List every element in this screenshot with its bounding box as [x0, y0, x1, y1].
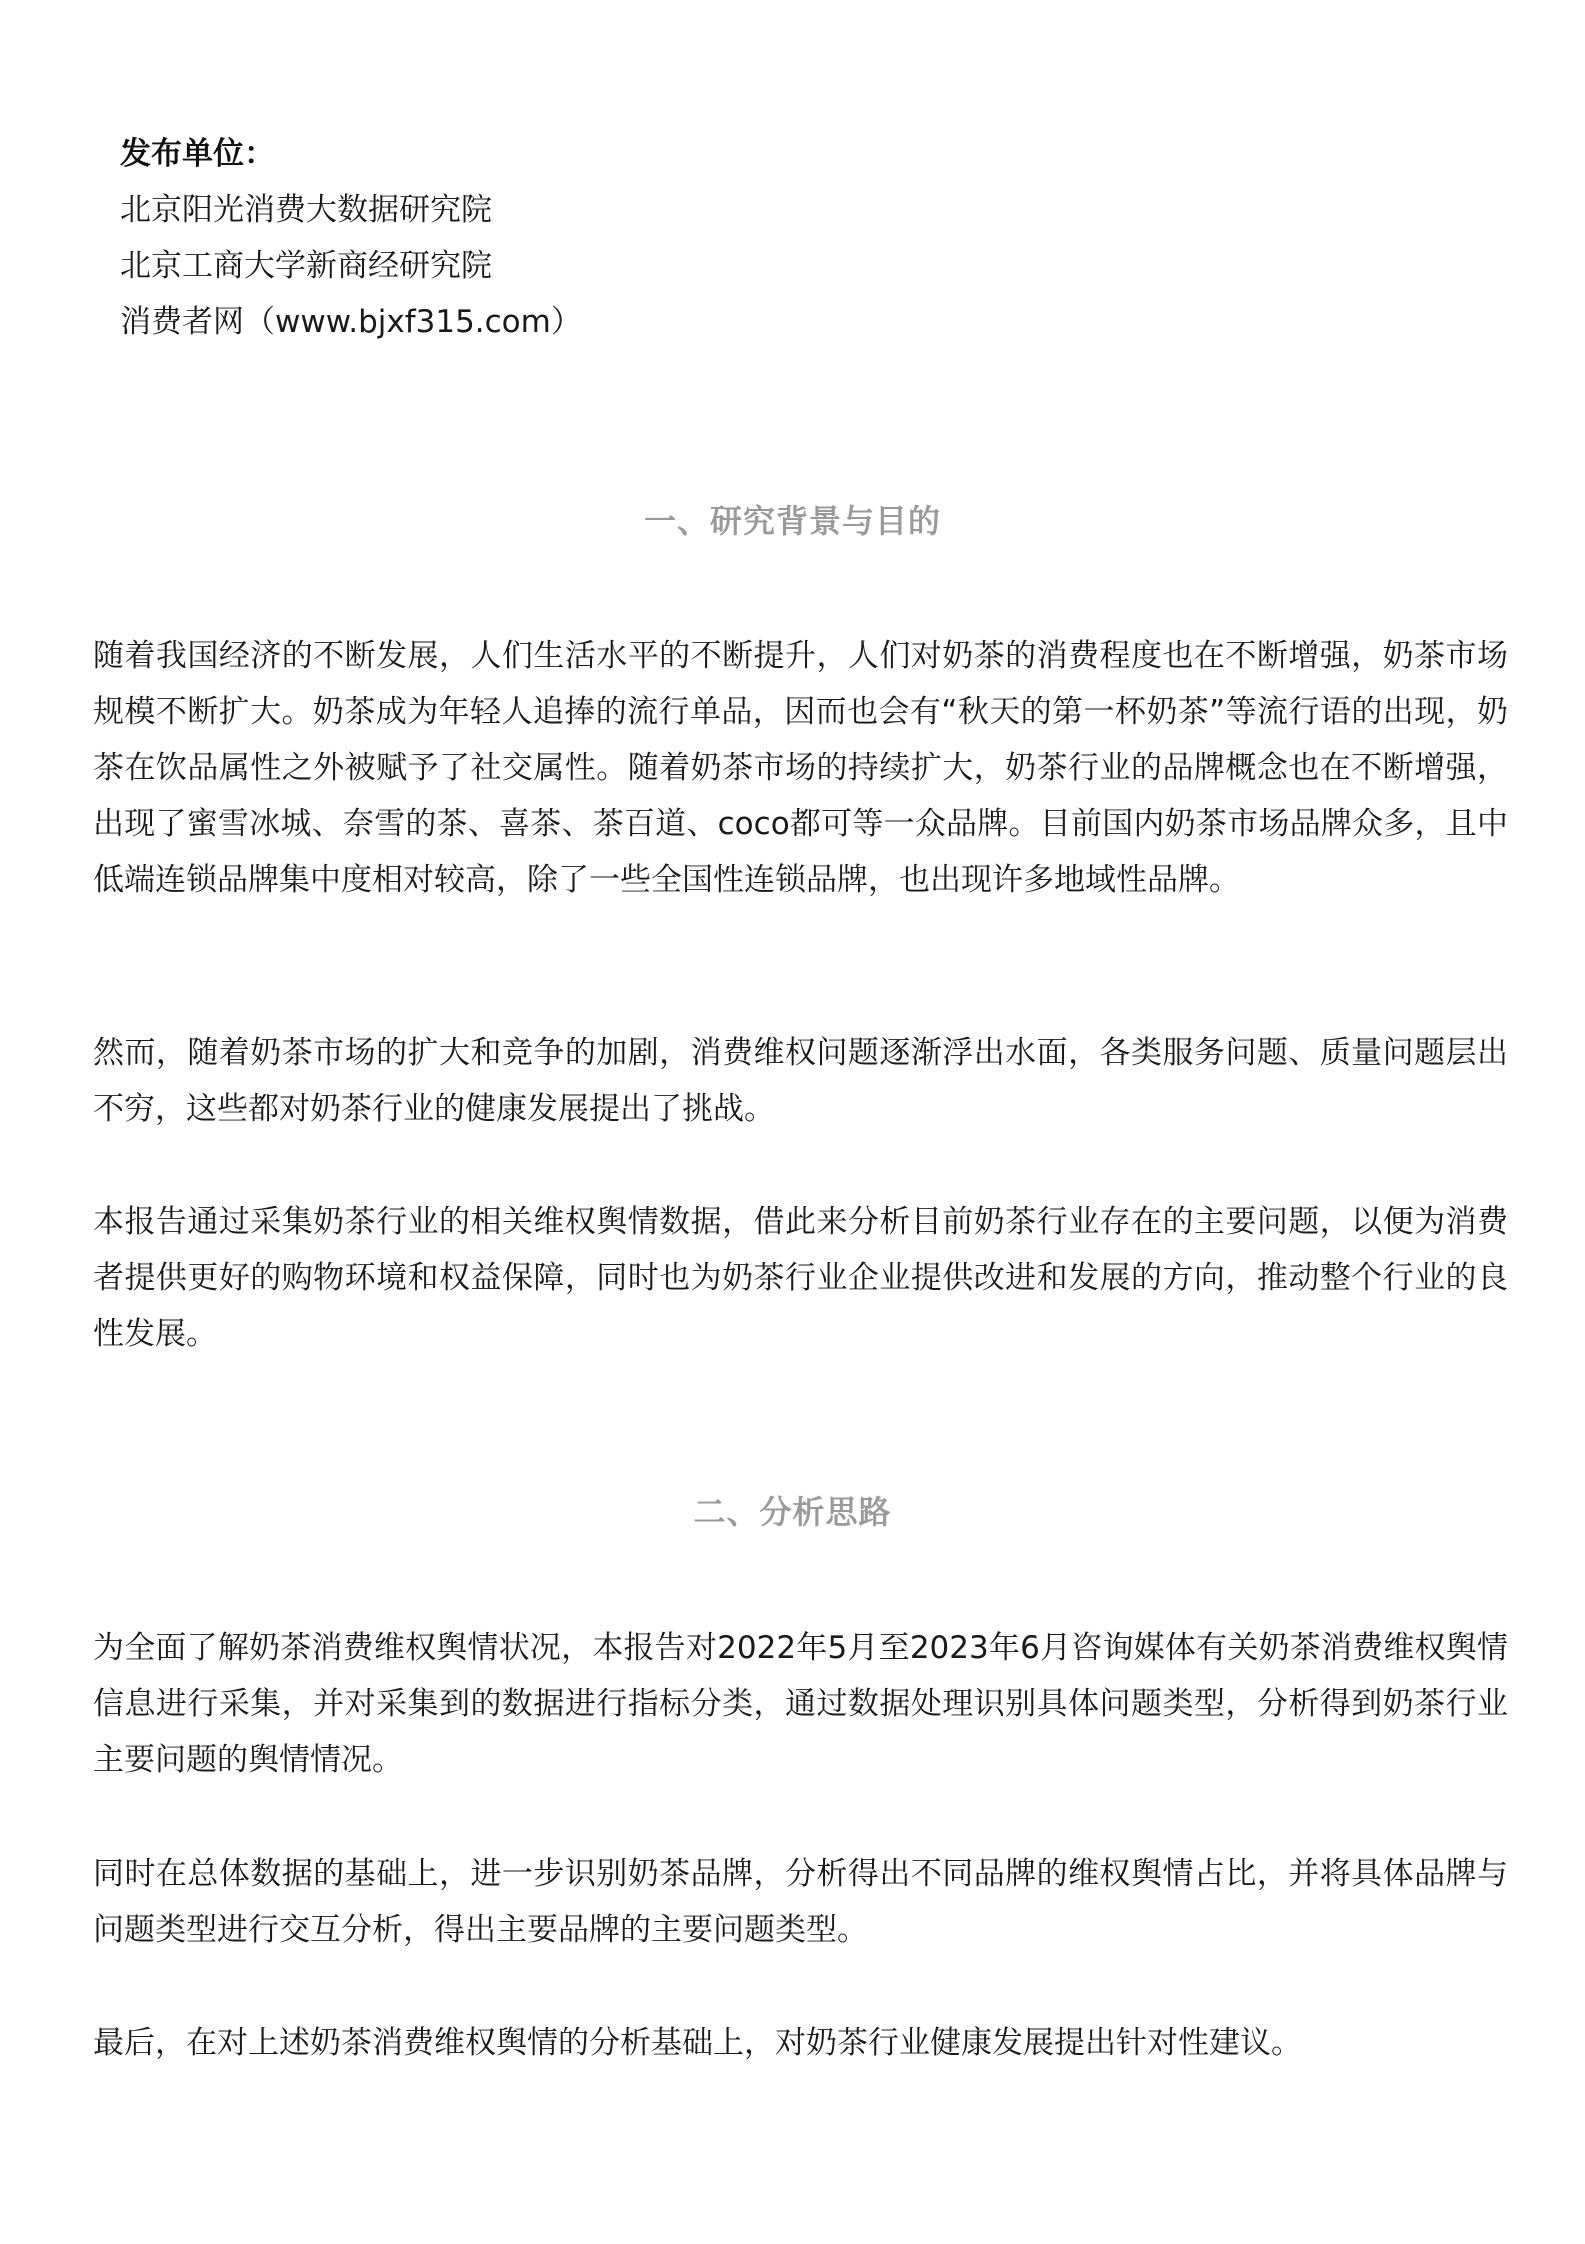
publisher-line-1: 北京阳光消费大数据研究院	[120, 192, 492, 228]
paragraph-approach-3: 最后，在对上述奶茶消费维权舆情的分析基础上，对奶茶行业健康发展提出针对性建议。	[93, 2025, 1302, 2061]
publisher-label: 发布单位：	[120, 136, 275, 172]
publisher-line-2: 北京工商大学新商经研究院	[120, 248, 492, 284]
paragraph-approach-2: 同时在总体数据的基础上，进一步识别奶茶品牌，分析得出不同品牌的维权舆情占比，并将具体品牌与问题类型进行交互分析，得出主要品牌的主要问题类型。	[93, 1856, 1508, 1948]
publisher-block	[120, 126, 1320, 350]
paragraph-approach-1: 为全面了解奶茶消费维权舆情状况，本报告对2022年5月至2023年6月咨询媒体有关奶茶消费维权舆情信息进行采集，并对采集到的数据进行指标分类，通过数据处理识别具体问题类型，分析得到奶茶行业主要问题的舆情情况。	[93, 1630, 1508, 1778]
paragraph-background-2: 然而，随着奶茶市场的扩大和竞争的加剧，消费维权问题逐渐浮出水面，各类服务问题、质量问题层出不穷，这些都对奶茶行业的健康发展提出了挑战。	[93, 1035, 1508, 1127]
paragraph-background-3: 本报告通过采集奶茶行业的相关维权舆情数据，借此来分析目前奶茶行业存在的主要问题，以便为消费者提供更好的购物环境和权益保障，同时也为奶茶行业企业提供改进和发展的方向，推动整个行业的良性发展。	[93, 1204, 1508, 1352]
publisher-line-3: 消费者网（www.bjxf315.com）	[120, 304, 582, 340]
section-heading-background: 一、研究背景与目的	[643, 502, 941, 540]
paragraph-background-1: 随着我国经济的不断发展，人们生活水平的不断提升，人们对奶茶的消费程度也在不断增强，奶茶市场规模不断扩大。奶茶成为年轻人追捧的流行单品，因而也会有“秋天的第一杯奶茶”等流行语的出现，奶茶在饮品属性之外被赋予了社交属性。随着奶茶市场的持续扩大，奶茶行业的品牌概念也在不断增强，出现了蜜雪冰城、奈雪的茶、喜茶、茶百道、coco都可等一众品牌。目前国内奶茶市场品牌众多，且中低端连锁品牌集中度相对较高，除了一些全国性连锁品牌，也出现许多地域性品牌。	[93, 638, 1508, 898]
section-heading-approach: 二、分析思路	[693, 1493, 892, 1531]
